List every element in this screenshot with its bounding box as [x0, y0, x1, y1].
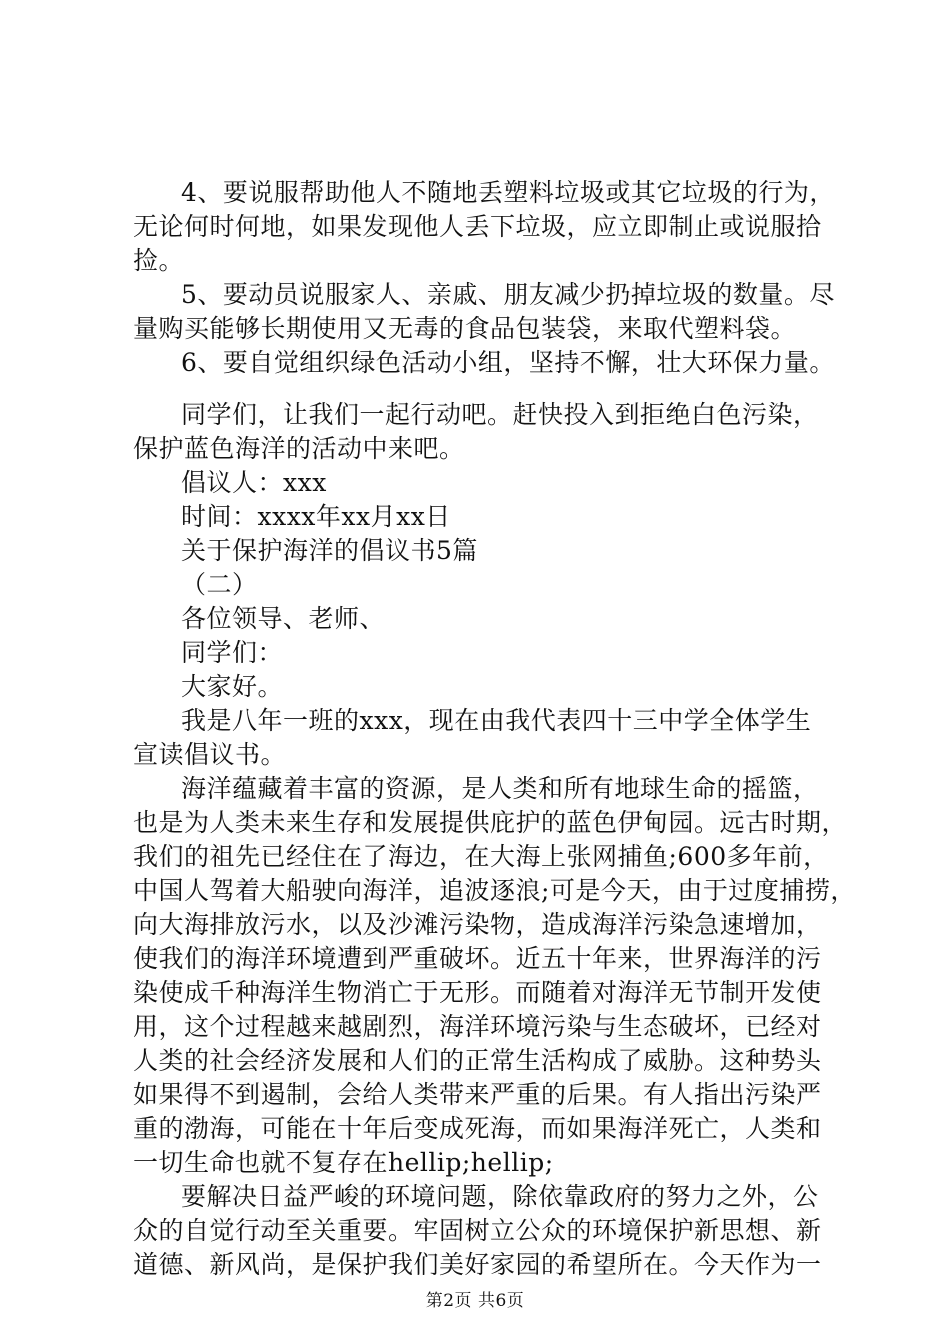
text-line: 染使成千种海洋生物消亡于无形。而随着对海洋无节制开发使	[133, 978, 822, 1007]
text-line: 使我们的海洋环境遭到严重破坏。近五十年来，世界海洋的污	[133, 944, 822, 973]
text-line: 道德、新风尚，是保护我们美好家园的希望所在。今天作为一	[133, 1250, 822, 1279]
text-line: 6、要自觉组织绿色活动小组，坚持不懈，壮大环保力量。	[181, 348, 835, 377]
text-line: 如果得不到遏制，会给人类带来严重的后果。有人指出污染严	[133, 1080, 822, 1109]
text-line: 重的渤海，可能在十年后变成死海，而如果海洋死亡，人类和	[133, 1114, 822, 1143]
text-line: 宣读倡议书。	[133, 740, 287, 769]
text-line: 5、要动员说服家人、亲戚、朋友减少扔掉垃圾的数量。尽	[181, 280, 835, 309]
text-line: 要解决日益严峻的环境问题，除依靠政府的努力之外，公	[181, 1182, 819, 1211]
section-number: （二）	[181, 570, 258, 599]
text-line: 人类的社会经济发展和人们的正常生活构成了威胁。这种势头	[133, 1046, 822, 1075]
text-line: 我们的祖先已经住在了海边，在大海上张网捕鱼;600多年前，	[133, 842, 829, 871]
text-line: 也是为人类未来生存和发展提供庇护的蓝色伊甸园。远古时期，	[133, 808, 848, 837]
text-line: 量购买能够长期使用又无毒的食品包装袋，来取代塑料袋。	[133, 314, 797, 343]
text-line: 保护蓝色海洋的活动中来吧。	[133, 434, 465, 463]
text-line: 中国人驾着大船驶向海洋，追波逐浪;可是今天，由于过度捕捞，	[133, 876, 856, 905]
text-line: 向大海排放污水，以及沙滩污染物，造成海洋污染急速增加，	[133, 910, 822, 939]
date-line: 时间：xxxx年xx月xx日	[181, 502, 451, 531]
text-line: 用，这个过程越来越剧烈，海洋环境污染与生态破坏，已经对	[133, 1012, 822, 1041]
text-line: 一切生命也就不复存在hellip;hellip;	[133, 1148, 554, 1177]
greeting-line: 各位领导、老师、	[181, 604, 386, 633]
greeting-line: 同学们：	[181, 638, 284, 667]
text-line: 无论何时何地，如果发现他人丢下垃圾，应立即制止或说服拾	[133, 212, 822, 241]
page-number-footer: 第2页 共6页	[425, 1291, 525, 1311]
text-line: 同学们，让我们一起行动吧。赶快投入到拒绝白色污染，	[181, 400, 819, 429]
signer-line: 倡议人：xxx	[181, 468, 327, 497]
text-line: 众的自觉行动至关重要。牢固树立公众的环境保护新思想、新	[133, 1216, 822, 1245]
text-line: 海洋蕴藏着丰富的资源，是人类和所有地球生命的摇篮，	[181, 774, 819, 803]
section-title: 关于保护海洋的倡议书5篇	[181, 536, 478, 565]
greeting-line: 大家好。	[181, 672, 284, 701]
text-line: 4、要说服帮助他人不随地丢塑料垃圾或其它垃圾的行为，	[181, 178, 835, 207]
text-line: 我是八年一班的xxx，现在由我代表四十三中学全体学生	[181, 706, 812, 735]
text-line: 捡。	[133, 246, 185, 275]
